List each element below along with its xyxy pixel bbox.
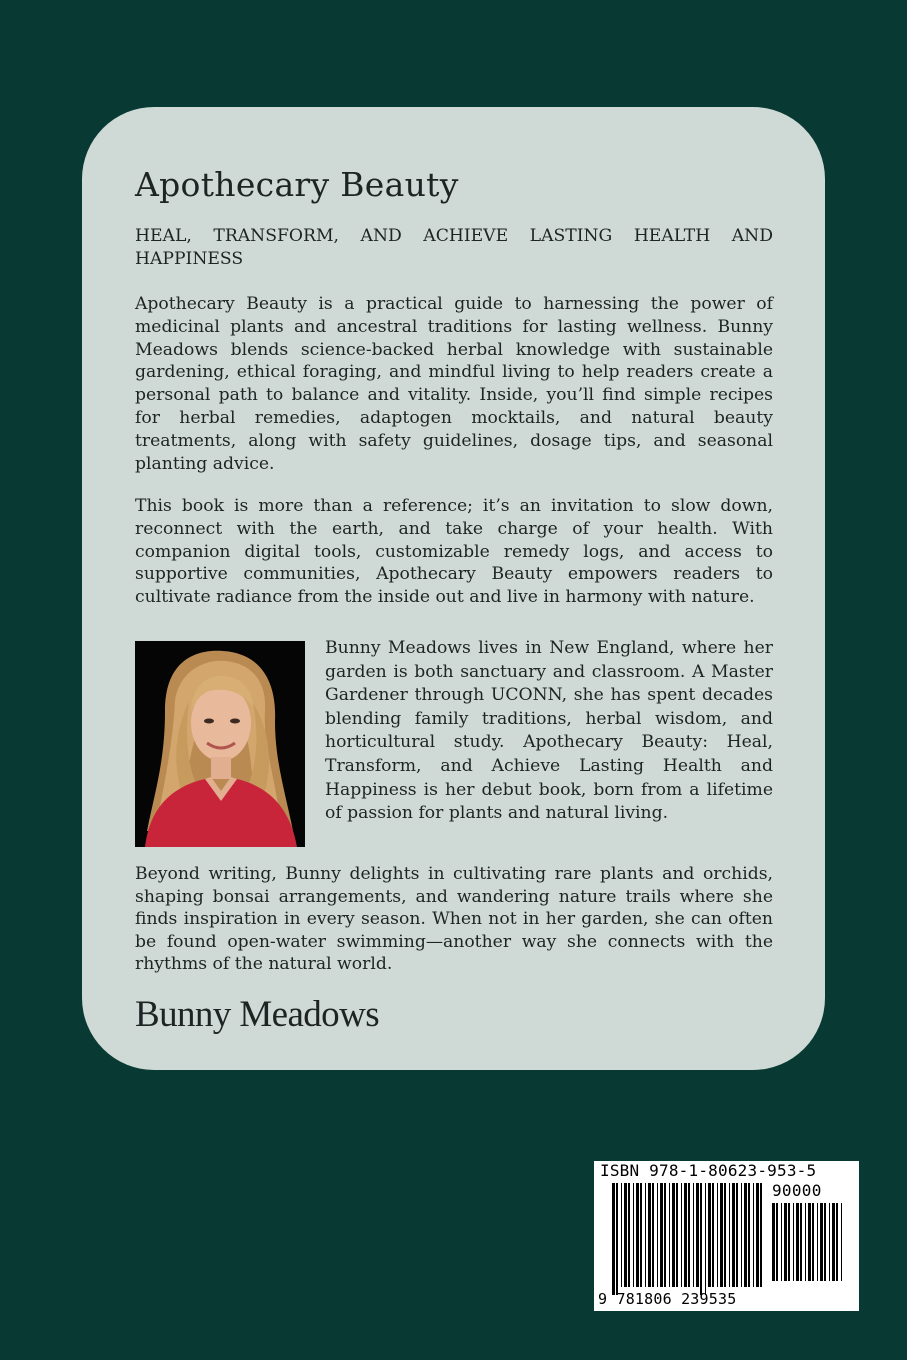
author-bio-paragraph-1: Bunny Meadows lives in New England, where her garden is both sanctuary and classroom. A Master Gardener through UCONN, she has spent decades blending family traditions, herbal wisdom, and horticultural study. Apothecary Beauty: Heal, Transform, and Achieve Lasting Health and Happiness is her debut book, born from a lifetime of passion for plants and natural living. (325, 638, 773, 824)
book-subtitle: HEAL, TRANSFORM, AND ACHIEVE LASTING HEALTH AND HAPPINESS (135, 226, 773, 269)
back-cover-panel (82, 107, 825, 1070)
description-paragraph-2: This book is more than a reference; it’s an invitation to slow down, reconnect with the earth, and take charge of your health. With companion digital tools, customizable remedy logs, and access to supportive communities, Apothecary Beauty empowers readers to cultivate radiance from the inside out and live in harmony with nature. (135, 496, 773, 608)
book-title: Apothecary Beauty (135, 165, 459, 204)
barcode-price-code: 90000 (772, 1181, 822, 1200)
ean-barcode-bars (612, 1183, 764, 1295)
isbn-barcode (594, 1161, 859, 1311)
author-portrait-illustration (135, 641, 305, 847)
description-paragraph-1: Apothecary Beauty is a practical guide to harnessing the power of medicinal plants and ancestral traditions for lasting wellness. Bunny Meadows blends science-backed herbal knowledge with sustainable gardening, ethical foraging, and mindful living to help readers create a personal path to balance and vitality. Inside, you’ll find simple recipes for herbal remedies, adaptogen mocktails, and natural beauty treatments, along with safety guidelines, dosage tips, and seasonal planting advice. (135, 294, 773, 474)
author-name: Bunny Meadows (135, 994, 379, 1035)
isbn-label: ISBN 978-1-80623-953-5 (600, 1161, 817, 1180)
addon-barcode-bars (772, 1203, 846, 1295)
author-bio-paragraph-2: Beyond writing, Bunny delights in cultivating rare plants and orchids, shaping bonsai arrangements, and wandering nature trails where she finds inspiration in every season. When not in her garden, she can often be found open-water swimming—another way she connects with the rhythms of the natural world. (135, 864, 773, 975)
author-photo (135, 641, 305, 847)
ean-digits: 9 781806 239535 (598, 1290, 737, 1308)
